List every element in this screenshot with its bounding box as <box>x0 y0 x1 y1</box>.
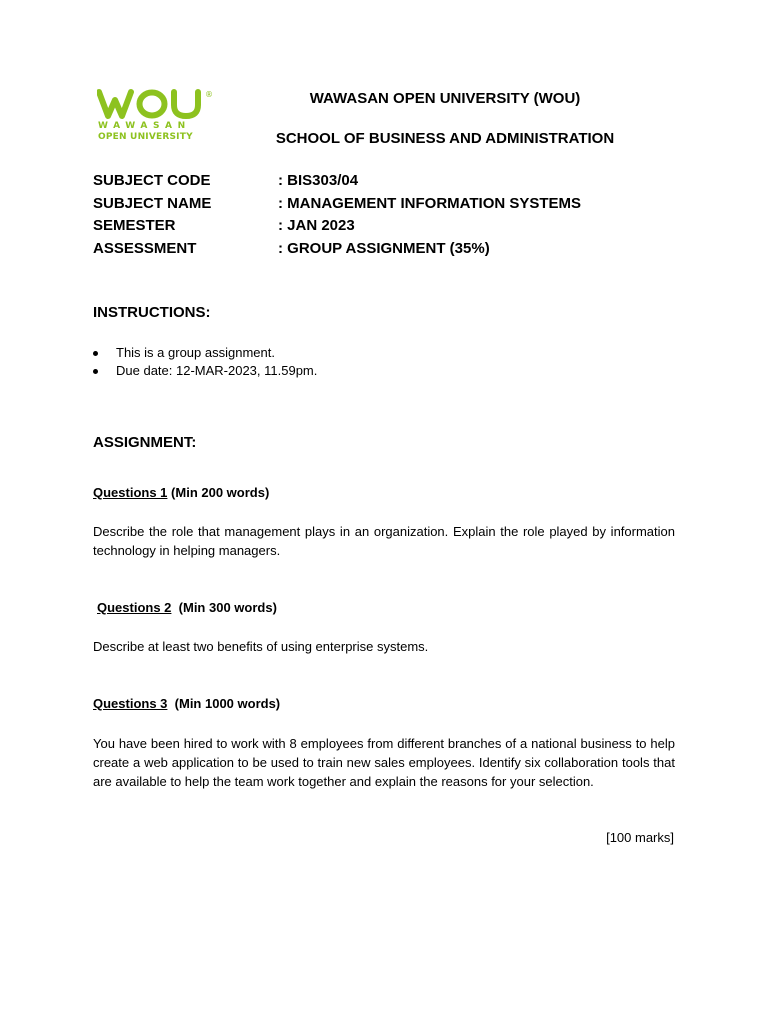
meta-value: : JAN 2023 <box>278 217 355 234</box>
instructions-list <box>93 344 317 380</box>
logo-wawasan-text: WAWASAN <box>98 121 191 131</box>
total-marks: [100 marks] <box>606 830 674 845</box>
meta-value: : BIS303/04 <box>278 172 359 189</box>
assignment-title: ASSIGNMENT: <box>93 434 197 451</box>
list-item-text: This is a group assignment. <box>116 345 275 360</box>
list-item <box>93 344 317 362</box>
wou-logo <box>97 88 222 146</box>
question-label: Questions 3 <box>93 696 168 711</box>
meta-label: SEMESTER <box>93 217 176 234</box>
question-label: Questions 1 <box>93 485 168 500</box>
meta-label: SUBJECT CODE <box>93 172 211 189</box>
question-word-count: (Min 1000 words) <box>174 696 281 711</box>
list-item <box>93 362 317 380</box>
instructions-title: INSTRUCTIONS: <box>93 304 211 321</box>
question-3-text: You have been hired to work with 8 employees from different branches of a national business to help create a web application to be used to train new sales employees. Identify six collaboration tools that are available to help the team work together and explain the reasons for your selection. <box>93 736 675 789</box>
question-2-text: Describe at least two benefits of using enterprise systems. <box>93 639 429 654</box>
bullet-icon <box>93 351 98 356</box>
school-title: SCHOOL OF BUSINESS AND ADMINISTRATION <box>275 130 615 147</box>
university-title: WAWASAN OPEN UNIVERSITY (WOU) <box>309 90 581 107</box>
meta-value: : MANAGEMENT INFORMATION SYSTEMS <box>278 195 582 212</box>
meta-label: SUBJECT NAME <box>93 195 212 212</box>
question-1-text: Describe the role that management plays in an organization. Explain the role played by information technology in helping managers. <box>93 524 675 558</box>
question-word-count: (Min 200 words) <box>171 485 270 500</box>
question-3-heading <box>93 696 280 711</box>
question-word-count: (Min 300 words) <box>178 600 277 615</box>
question-label: Questions 2 <box>97 600 172 615</box>
bullet-icon <box>93 369 98 374</box>
question-2-heading <box>97 600 277 615</box>
wou-logo-letters <box>97 88 222 122</box>
question-1-heading <box>93 485 269 500</box>
meta-label: ASSESSMENT <box>93 240 197 257</box>
meta-value: : GROUP ASSIGNMENT (35%) <box>278 240 490 257</box>
svg-text:®: ® <box>205 90 213 99</box>
list-item-text: Due date: 12-MAR-2023, 11.59pm. <box>116 363 318 378</box>
logo-open-university-text: OPEN UNIVERSITY <box>98 132 193 142</box>
